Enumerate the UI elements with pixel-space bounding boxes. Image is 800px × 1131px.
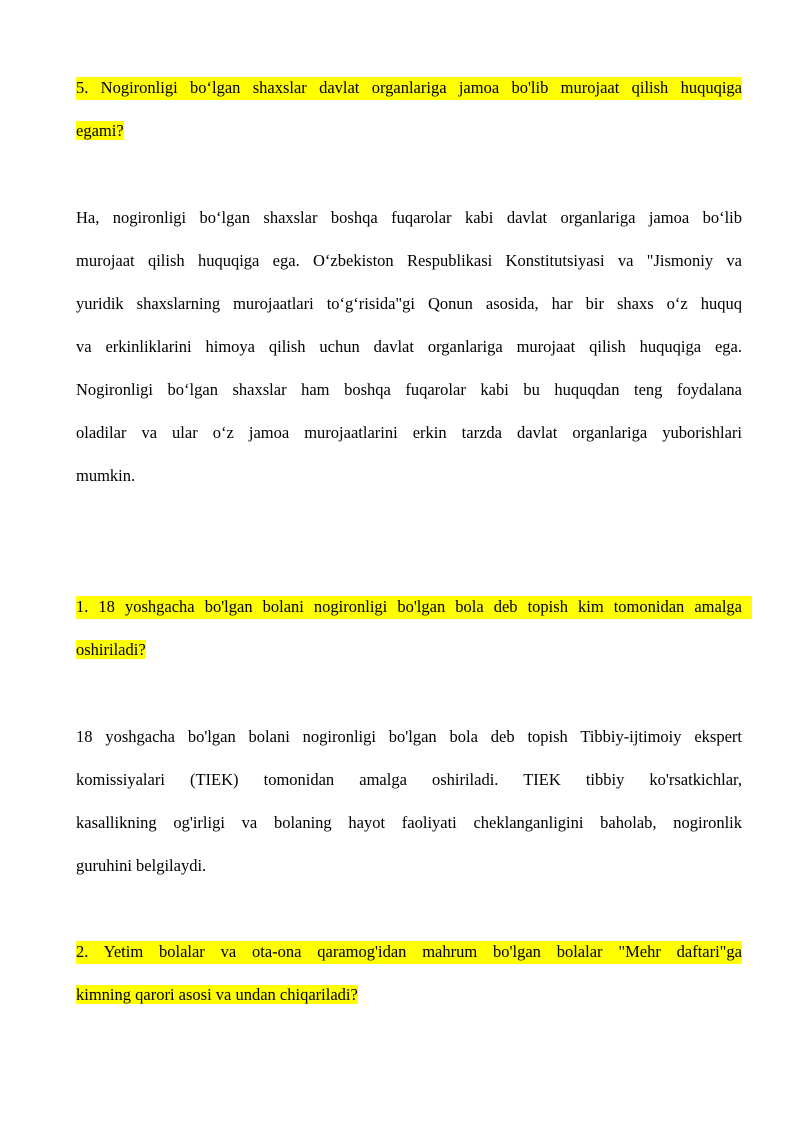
question-1-line-2-text: oshiriladi? [76,640,146,659]
answer-1-line-3: kasallikning og'irligi va bolaning hayot faoliyati cheklanganligini baholab, nogironlik [76,813,742,832]
question-2-line-1: 2. Yetim bolalar va ota-ona qaramog'idan mahrum bo'lgan bolalar "Mehr daftari"ga [76,942,742,961]
answer-1-line-1: 18 yoshgacha bo'lgan bolani nogironligi bo'lgan bola deb topish Tibbiy-ijtimoiy ekspert [76,727,742,746]
answer-1-line-4: guruhini belgilaydi. [76,856,207,875]
answer-5-line-5: Nogironligi bo‘lgan shaxslar ham boshqa fuqarolar kabi bu huquqdan teng foydalana [76,380,742,399]
answer-5-line-2: murojaat qilish huquqiga ega. O‘zbekiston Respublikasi Konstitutsiyasi va "Jismoniy va [76,251,742,270]
answer-5-line-6: oladilar va ular o‘z jamoa murojaatlarini erkin tarzda davlat organlariga yuborishlari [76,423,742,442]
question-2-line-2-text: kimning qarori asosi va undan chiqariladi? [76,985,358,1004]
question-2-line-2 [76,984,358,1006]
question-1-line-2 [76,639,146,661]
answer-5-line-7: mumkin. [76,466,136,485]
answer-5-line-3: yuridik shaxslarning murojaatlari to‘g‘risida"gi Qonun asosida, har bir shaxs o‘z huquq [76,294,742,313]
answer-5-line-1: Ha, nogironligi bo‘lgan shaxslar boshqa fuqarolar kabi davlat organlariga jamoa bo‘lib [76,208,742,227]
question-1-line-1: 1. 18 yoshgacha bo'lgan bolani nogironligi bo'lgan bola deb topish kim tomonidan amalga [76,597,742,616]
answer-1-line-2: komissiyalari (TIEK) tomonidan amalga oshiriladi. TIEK tibbiy ko'rsatkichlar, [76,770,742,789]
answer-5-line-4: va erkinliklarini himoya qilish uchun davlat organlariga murojaat qilish huquqiga ega. [76,337,742,356]
question-5-line-2 [76,120,124,142]
question-5-line-1: 5. Nogironligi bo‘lgan shaxslar davlat organlariga jamoa bo'lib murojaat qilish huquqiga [76,78,742,97]
question-5-line-2-text: egami? [76,121,124,140]
